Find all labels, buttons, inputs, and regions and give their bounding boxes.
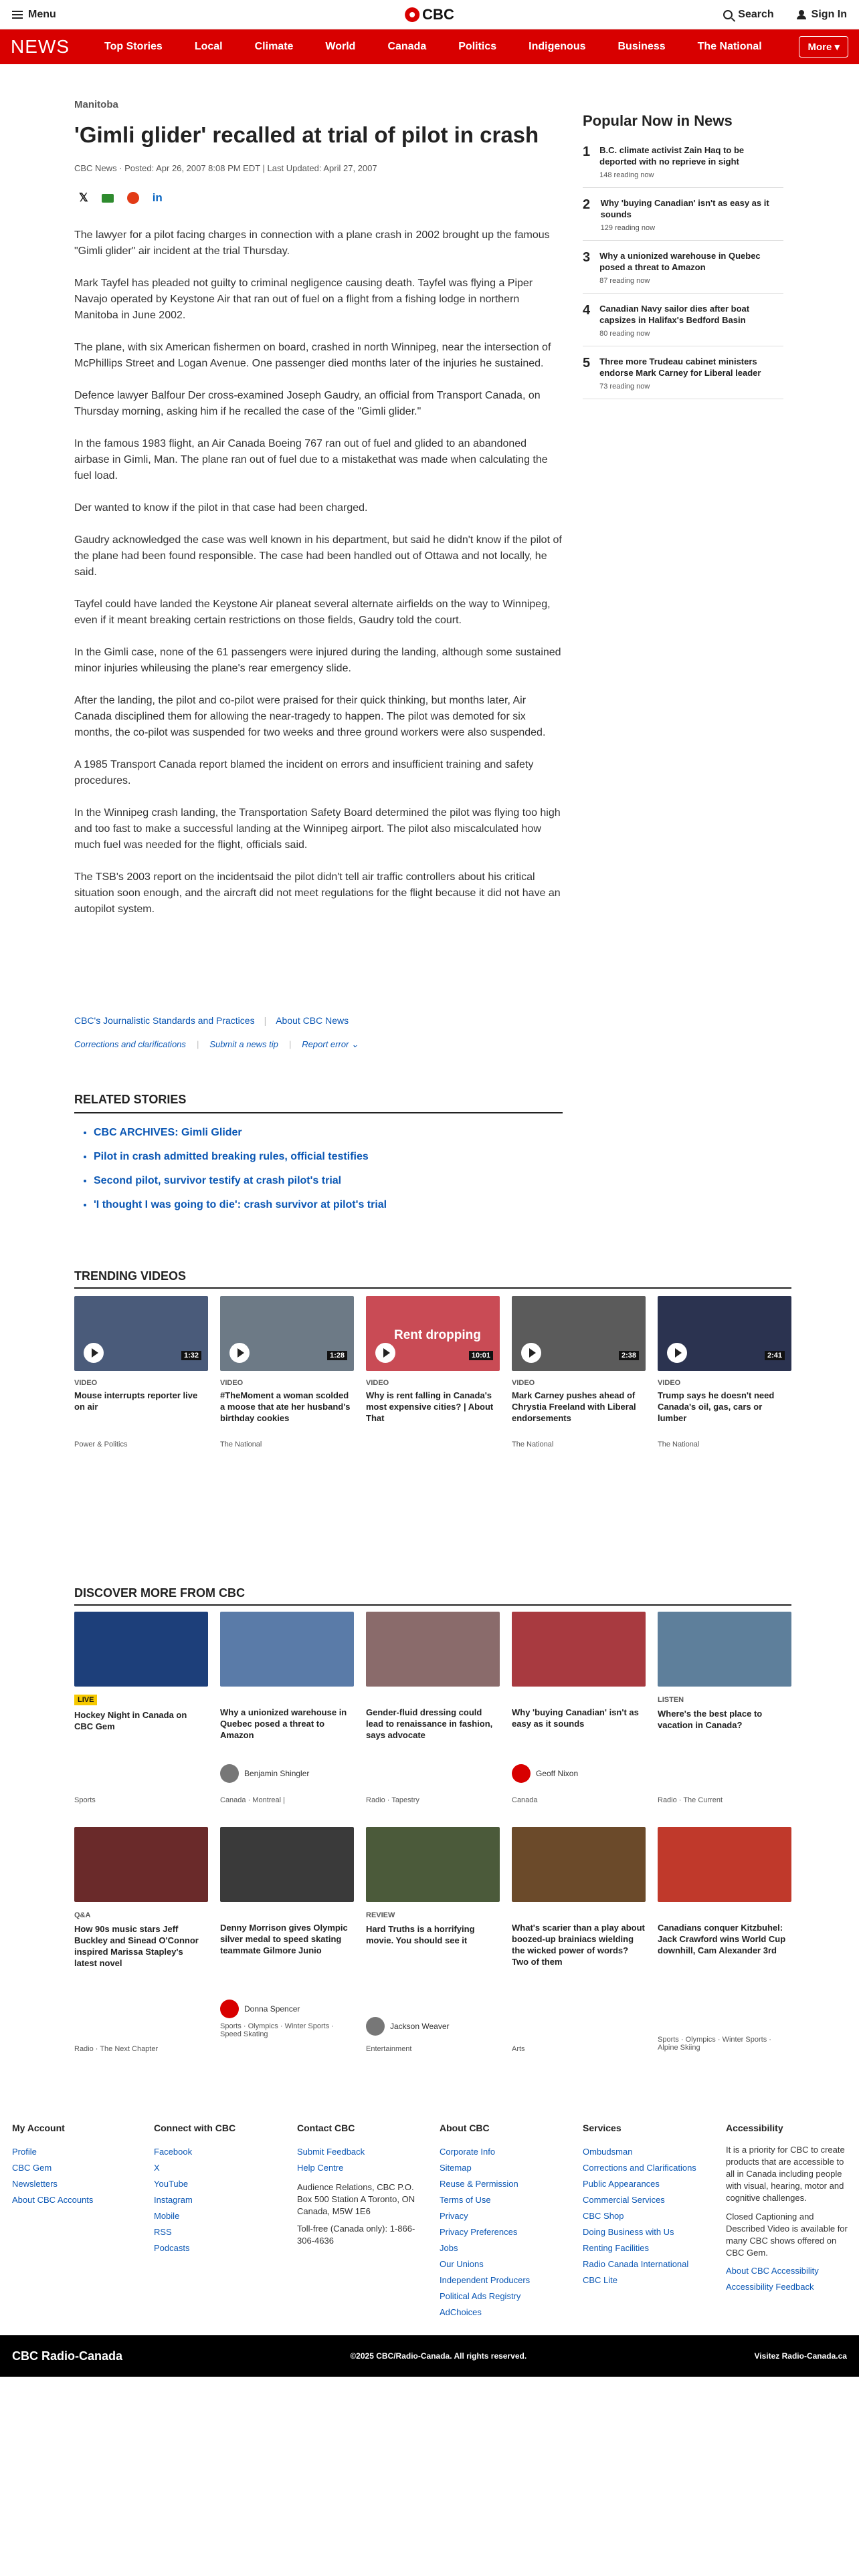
card-title: Gender-fluid dressing could lead to renaissance in fashion, says advocate <box>366 1707 493 1740</box>
more-button[interactable]: More ▾ <box>799 36 848 58</box>
footer-heading: Services <box>583 2123 622 2133</box>
video-thumbnail <box>220 1296 354 1371</box>
footer-link[interactable]: Privacy Preferences <box>440 2227 518 2237</box>
paragraph: A 1985 Transport Canada report blamed the incident on errors and insufficient training and safety procedures. <box>74 759 534 786</box>
popular-item[interactable] <box>583 303 783 346</box>
card-image <box>366 1827 500 1902</box>
card-author <box>512 1764 578 1783</box>
video-label: VIDEO <box>366 1379 389 1387</box>
footer-link[interactable]: Ombudsman <box>583 2147 633 2157</box>
footer-link[interactable]: X <box>154 2163 160 2173</box>
video-title: Mouse interrupts reporter live on air <box>74 1390 198 1412</box>
footer-heading: Accessibility <box>726 2123 783 2133</box>
reddit-share-icon[interactable] <box>127 192 139 204</box>
rank-number: 5 <box>583 356 591 370</box>
footer-link[interactable]: Jobs <box>440 2243 458 2253</box>
article-title: 'Gimli glider' recalled at trial of pilot in crash <box>74 122 539 147</box>
paragraph: Defence lawyer Balfour Der cross-examined Joseph Gaudry, an official from Transport Canada, on Thursday morning, asking him if he recalled the case of the "Gimli glider." <box>74 390 541 417</box>
card-author <box>220 2000 300 2018</box>
email-share-icon[interactable] <box>102 194 114 203</box>
paragraph: In the Gimli case, none of the 61 passengers were injured during the landing, although some sustained minor injuries whileusing the plane's rear emergency slide. <box>74 647 561 674</box>
reading-count: 129 reading now <box>600 224 656 232</box>
bottom-bar <box>0 2335 859 2377</box>
video-title: Mark Carney pushes ahead of Chrystia Freeland with Liberal endorsements <box>512 1390 636 1423</box>
search-label: Search <box>738 8 774 20</box>
reading-count: 148 reading now <box>599 171 654 179</box>
related-item[interactable]: • Second pilot, survivor testify at crash pilot's trial <box>94 1169 387 1193</box>
footer-link[interactable]: About CBC Accessibility <box>726 2266 819 2276</box>
nav-canada[interactable]: Canada <box>387 41 427 52</box>
video-thumbnail <box>512 1296 646 1371</box>
nav-top-stories[interactable]: Top Stories <box>104 41 163 52</box>
live-badge: LIVE <box>74 1695 97 1705</box>
report-error-link[interactable] <box>302 1039 359 1050</box>
article-body <box>74 227 563 934</box>
card-badge: LISTEN <box>658 1696 684 1704</box>
nav-local[interactable]: Local <box>194 41 223 52</box>
footer-link[interactable]: CBC Gem <box>12 2163 52 2173</box>
discover-card[interactable] <box>74 1612 208 1804</box>
footer-text: Closed Captioning and Described Video is available for many CBC shows offered on CBC Gem. <box>726 2212 848 2258</box>
card-badge: REVIEW <box>366 1911 395 1919</box>
play-icon <box>375 1343 395 1363</box>
discover-row <box>74 1827 791 2053</box>
card-title: Hard Truths is a horrifying movie. You should see it <box>366 1924 475 1945</box>
paragraph: The TSB's 2003 report on the incidentsaid the pilot didn't tell air traffic controllers about his critical situation soon enough, and the aircraft did not meet regulations for the flight because it did not have an autopilot system. <box>74 871 561 915</box>
avatar <box>220 1764 239 1783</box>
video-duration: 10:01 <box>469 1351 493 1360</box>
card-image <box>366 1612 500 1687</box>
footer-link[interactable]: Renting Facilities <box>583 2243 649 2253</box>
discover-card[interactable] <box>74 1827 208 2053</box>
paragraph: After the landing, the pilot and co-pilot were praised for their quick thinking, but months later, Air Canada disciplined them for allowing the near-tragedy to happen. The pilot was demoted for six months, the co-pilot was suspended for two weeks and three ground workers were also suspended. <box>74 695 546 738</box>
card-image <box>220 1827 354 1902</box>
video-thumbnail <box>658 1296 791 1371</box>
footer-tollfree: Toll-free (Canada only): 1-866-306-4636 <box>297 2224 415 2246</box>
footer-link[interactable]: Profile <box>12 2147 37 2157</box>
footer-link[interactable]: Sitemap <box>440 2163 472 2173</box>
popular-title: Why 'buying Canadian' isn't as easy as it sounds <box>600 198 769 219</box>
video-source: Power & Politics <box>74 1440 128 1448</box>
share-bar <box>79 191 163 205</box>
video-source: The National <box>512 1440 554 1448</box>
footer-link[interactable]: Terms of Use <box>440 2195 491 2205</box>
article-byline: CBC News · Posted: Apr 26, 2007 8:08 PM EDT | Last Updated: April 27, 2007 <box>74 163 377 173</box>
reading-count: 87 reading now <box>599 277 650 285</box>
card-meta: Entertainment <box>366 2045 412 2053</box>
card-meta: Canada · Montreal | <box>220 1796 286 1804</box>
footer-connect <box>154 2120 274 2256</box>
standards-links <box>74 1015 349 1026</box>
video-thumbnail <box>366 1296 500 1371</box>
footer-link[interactable]: Our Unions <box>440 2259 484 2269</box>
card-meta: Sports <box>74 1796 96 1804</box>
play-icon <box>229 1343 250 1363</box>
footer-about <box>440 2120 560 2321</box>
video-label: VIDEO <box>74 1379 98 1387</box>
play-icon <box>84 1343 104 1363</box>
video-card[interactable] <box>658 1296 791 1448</box>
rent-overlay-text: Rent dropping <box>394 1328 481 1342</box>
trending-videos <box>74 1296 791 1448</box>
popular-title: Canadian Navy sailor dies after boat capsizes in Halifax's Bedford Basin <box>599 304 750 325</box>
card-title: Where's the best place to vacation in Canada? <box>658 1709 763 1730</box>
reading-count: 73 reading now <box>599 383 650 391</box>
card-meta: Canada <box>512 1796 538 1804</box>
popular-item[interactable] <box>583 144 783 188</box>
x-share-icon[interactable]: 𝕏 <box>79 191 88 204</box>
footer-link[interactable]: YouTube <box>154 2179 189 2189</box>
paragraph: In the famous 1983 flight, an Air Canada Boeing 767 ran out of fuel and glided to an abandoned airbase in Gimli, Man. The plane ran out of fuel due to a mistakethat was made when calculating the fuel load. <box>74 438 548 481</box>
avatar <box>220 2000 239 2018</box>
footer-link[interactable]: Privacy <box>440 2211 468 2221</box>
footer-link[interactable]: Political Ads Registry <box>440 2291 521 2301</box>
divider: | <box>288 1039 292 1049</box>
rank-number: 4 <box>583 303 591 318</box>
author-name: Benjamin Shingler <box>244 1769 310 1778</box>
footer-link[interactable]: Corrections and Clarifications <box>583 2163 696 2173</box>
card-badge: Q&A <box>74 1911 91 1919</box>
video-duration: 2:38 <box>619 1351 639 1360</box>
divider: | <box>196 1039 199 1049</box>
video-title: Why is rent falling in Canada's most expensive cities? | About That <box>366 1390 494 1423</box>
card-title: What's scarier than a play about boozed-up brainiacs wielding the wicked power of words? Two of them <box>512 1923 645 1967</box>
footer-link[interactable]: Doing Business with Us <box>583 2227 674 2237</box>
card-meta: Radio · Tapestry <box>366 1796 419 1804</box>
discover-card[interactable] <box>658 1612 791 1804</box>
video-card[interactable] <box>512 1296 646 1448</box>
discover-row <box>74 1612 791 1804</box>
footer-link[interactable]: CBC Shop <box>583 2211 624 2221</box>
nav-politics[interactable]: Politics <box>458 41 497 52</box>
card-image <box>512 1827 646 1902</box>
related-list <box>94 1121 387 1217</box>
popular-item[interactable] <box>583 197 783 241</box>
search-icon <box>723 10 733 19</box>
video-title: Trump says he doesn't need Canada's oil, gas, cars or lumber <box>658 1390 775 1423</box>
footer-link[interactable]: Facebook <box>154 2147 193 2157</box>
author-name: Jackson Weaver <box>390 2022 450 2031</box>
card-image <box>512 1612 646 1687</box>
author-name: Geoff Nixon <box>536 1769 579 1778</box>
footer-link[interactable]: Podcasts <box>154 2243 190 2253</box>
card-meta: Arts <box>512 2045 525 2053</box>
footer-link[interactable]: Reuse & Permission <box>440 2179 518 2189</box>
footer-contact <box>297 2120 417 2247</box>
footer-link[interactable]: Help Centre <box>297 2163 344 2173</box>
video-label: VIDEO <box>512 1379 535 1387</box>
discover-card[interactable] <box>366 1612 500 1804</box>
card-title: Denny Morrison gives Olympic silver medal to speed skating teammate Gilmore Junio <box>220 1923 348 1955</box>
visit-radio-canada-link[interactable]: Visitez Radio-Canada.ca <box>754 2351 847 2361</box>
footer-link[interactable]: CBC Lite <box>583 2275 618 2285</box>
standards-link[interactable]: CBC's Journalistic Standards and Practices <box>74 1015 255 1026</box>
card-title: Canadians conquer Kitzbuhel: Jack Crawford wins World Cup downhill, Cam Alexander 3rd <box>658 1923 786 1955</box>
footer-heading: Connect with CBC <box>154 2123 236 2133</box>
footer-link[interactable]: Corporate Info <box>440 2147 496 2157</box>
card-author <box>220 1764 309 1783</box>
about-news-link[interactable]: About CBC News <box>276 1015 349 1026</box>
news-tip-link[interactable]: Submit a news tip <box>209 1039 278 1049</box>
avatar <box>366 2017 385 2036</box>
related-heading: RELATED STORIES <box>74 1093 563 1113</box>
video-card[interactable] <box>366 1296 500 1448</box>
top-bar <box>0 0 859 29</box>
more-label: More <box>807 41 832 53</box>
video-thumbnail <box>74 1296 208 1371</box>
nav-business[interactable]: Business <box>617 41 666 52</box>
news-brand[interactable]: NEWS <box>11 36 70 57</box>
cbc-gem-icon <box>405 7 419 22</box>
paragraph: Mark Tayfel has pleaded not guilty to criminal negligence causing death. Tayfel was flying a Piper Navajo operated by Keystone Air that ran out of fuel on a flight from a fishing lodge in northern Manitoba in June 2002. <box>74 278 533 321</box>
footer-link[interactable]: Instagram <box>154 2195 193 2205</box>
popular-title: Three more Trudeau cabinet ministers endorse Mark Carney for Liberal leader <box>599 356 761 378</box>
video-label: VIDEO <box>220 1379 244 1387</box>
footer-link[interactable]: AdChoices <box>440 2307 482 2317</box>
nav-indigenous[interactable]: Indigenous <box>529 41 586 52</box>
footer-text: It is a priority for CBC to create products that are accessible to all in Canada including people with visual, hearing, motor and cognitive challenges. <box>726 2145 845 2203</box>
trending-heading: TRENDING VIDEOS <box>74 1269 791 1289</box>
rank-number: 1 <box>583 144 591 159</box>
paragraph: Gaudry acknowledged the case was well known in his department, but said he didn't know if the pilot of the plane had been found responsible. The case had been handled out of Ottawa and not locally, he said. <box>74 534 562 578</box>
discover-card[interactable] <box>512 1827 646 2053</box>
sign-in-label: Sign In <box>811 8 847 20</box>
author-name: Donna Spencer <box>244 2004 300 2014</box>
nav-climate[interactable]: Climate <box>254 41 294 52</box>
report-error-label: Report error <box>302 1039 349 1049</box>
footer-services <box>583 2120 703 2288</box>
popular-heading: Popular Now in News <box>583 112 733 129</box>
footer-heading: About CBC <box>440 2123 490 2133</box>
video-source: The National <box>658 1440 700 1448</box>
paragraph: Der wanted to know if the pilot in that case had been charged. <box>74 502 368 514</box>
discover-heading: DISCOVER MORE FROM CBC <box>74 1586 791 1606</box>
card-meta: Sports · Olympics · Winter Sports · Alpine Skiing <box>658 2036 771 2052</box>
avatar <box>512 1764 531 1783</box>
card-title: How 90s music stars Jeff Buckley and Sinead O'Connor inspired Marissa Stapley's latest novel <box>74 1924 199 1968</box>
article-section[interactable]: Manitoba <box>74 99 118 110</box>
card-meta: Sports · Olympics · Winter Sports · Speed Skating <box>220 2022 334 2038</box>
user-icon <box>797 10 806 19</box>
card-meta: Radio · The Current <box>658 1796 723 1804</box>
related-item[interactable]: • Pilot in crash admitted breaking rules, official testifies <box>94 1145 387 1169</box>
video-source: The National <box>220 1440 262 1448</box>
cbc-radio-canada-logo[interactable]: CBC Radio-Canada <box>12 2349 123 2363</box>
footer-my-account <box>12 2120 132 2208</box>
footer-link[interactable]: Mobile <box>154 2211 180 2221</box>
card-title: Why a unionized warehouse in Quebec posed a threat to Amazon <box>220 1707 347 1740</box>
video-card[interactable] <box>74 1296 208 1448</box>
menu-label: Menu <box>28 8 56 20</box>
footer-link[interactable]: Newsletters <box>12 2179 58 2189</box>
footer-link[interactable]: Submit Feedback <box>297 2147 365 2157</box>
hamburger-icon <box>12 11 23 19</box>
cbc-logo[interactable] <box>405 6 454 23</box>
search-button[interactable] <box>723 9 773 21</box>
rank-number: 3 <box>583 250 591 265</box>
popular-item[interactable] <box>583 250 783 294</box>
card-image <box>658 1827 791 1902</box>
nav-the-national[interactable]: The National <box>697 41 762 52</box>
site-footer <box>0 2107 859 2334</box>
card-meta: Radio · The Next Chapter <box>74 2045 159 2053</box>
related-item[interactable]: • 'I thought I was going to die': crash survivor at pilot's trial <box>94 1193 387 1217</box>
card-image <box>658 1612 791 1687</box>
paragraph: The lawyer for a pilot facing charges in connection with a plane crash in 2002 brought up the famous "Gimli glider" air incident at the trial Thursday. <box>74 229 550 257</box>
section-nav <box>0 29 859 64</box>
sign-in-button[interactable] <box>797 9 847 21</box>
video-label: VIDEO <box>658 1379 681 1387</box>
discover-card[interactable] <box>366 1827 500 2053</box>
card-title: Hockey Night in Canada on CBC Gem <box>74 1710 187 1731</box>
paragraph: Tayfel could have landed the Keystone Air planeat several alternate airfields on the way to Winnipeg, even if it meant breaking certain restrictions on those fields, Gaudry told the court. <box>74 599 551 626</box>
footer-link[interactable]: Public Appearances <box>583 2179 660 2189</box>
footer-heading: Contact CBC <box>297 2123 355 2133</box>
popular-item[interactable] <box>583 356 783 399</box>
feedback-links <box>74 1039 359 1050</box>
video-duration: 1:28 <box>327 1351 347 1360</box>
card-image <box>74 1612 208 1687</box>
card-title: Why 'buying Canadian' isn't as easy as it sounds <box>512 1707 639 1729</box>
related-item[interactable]: • CBC ARCHIVES: Gimli Glider <box>94 1121 387 1145</box>
reading-count: 80 reading now <box>599 330 650 338</box>
paragraph: The plane, with six American fishermen on board, crashed in north Winnipeg, near the intersection of McPhillips Street and Logan Avenue. One passenger died months later of the injuries he sustained. <box>74 342 551 369</box>
paragraph: In the Winnipeg crash landing, the Transportation Safety Board determined the pilot was flying too high and too fast to make a successful landing at the Winnipeg airport. The pilot also miscalculated how much fuel was needed for the flight, officials said. <box>74 807 561 851</box>
popular-title: B.C. climate activist Zain Haq to be deported with no reprieve in sight <box>599 145 745 167</box>
chevron-down-icon: ⌄ <box>351 1039 359 1049</box>
video-duration: 2:41 <box>765 1351 785 1360</box>
footer-link[interactable]: RSS <box>154 2227 172 2237</box>
footer-address: Audience Relations, CBC P.O. Box 500 Station A Toronto, ON Canada, M5W 1E6 <box>297 2182 415 2216</box>
play-icon <box>667 1343 687 1363</box>
linkedin-share-icon[interactable]: in <box>152 191 163 204</box>
footer-heading: My Account <box>12 2123 65 2133</box>
discover-card[interactable] <box>220 1612 354 1804</box>
footer-link[interactable]: About CBC Accounts <box>12 2195 94 2205</box>
discover-card[interactable] <box>220 1827 354 2038</box>
play-icon <box>521 1343 541 1363</box>
nav-world[interactable]: World <box>325 41 356 52</box>
popular-now <box>583 112 783 409</box>
footer-link[interactable]: Independent Producers <box>440 2275 531 2285</box>
popular-title: Why a unionized warehouse in Quebec posed a threat to Amazon <box>599 251 761 272</box>
discover-card[interactable] <box>512 1612 646 1804</box>
footer-link[interactable]: Radio Canada International <box>583 2259 689 2269</box>
divider: | <box>264 1015 267 1026</box>
card-image <box>220 1612 354 1687</box>
video-title: #TheMoment a woman scolded a moose that ate her husband's birthday cookies <box>220 1390 351 1423</box>
rank-number: 2 <box>583 197 591 212</box>
footer-accessibility <box>726 2120 850 2295</box>
logo-text: CBC <box>422 5 454 23</box>
corrections-link[interactable]: Corrections and clarifications <box>74 1039 186 1049</box>
footer-link[interactable]: Commercial Services <box>583 2195 665 2205</box>
menu-button[interactable] <box>12 9 56 21</box>
discover-card[interactable] <box>658 1827 791 2052</box>
video-duration: 1:32 <box>181 1351 201 1360</box>
card-author <box>366 2017 449 2036</box>
card-image <box>74 1827 208 1902</box>
video-card[interactable] <box>220 1296 354 1448</box>
footer-link[interactable]: Accessibility Feedback <box>726 2282 814 2292</box>
copyright: ©2025 CBC/Radio-Canada. All rights reserved. <box>350 2351 527 2361</box>
